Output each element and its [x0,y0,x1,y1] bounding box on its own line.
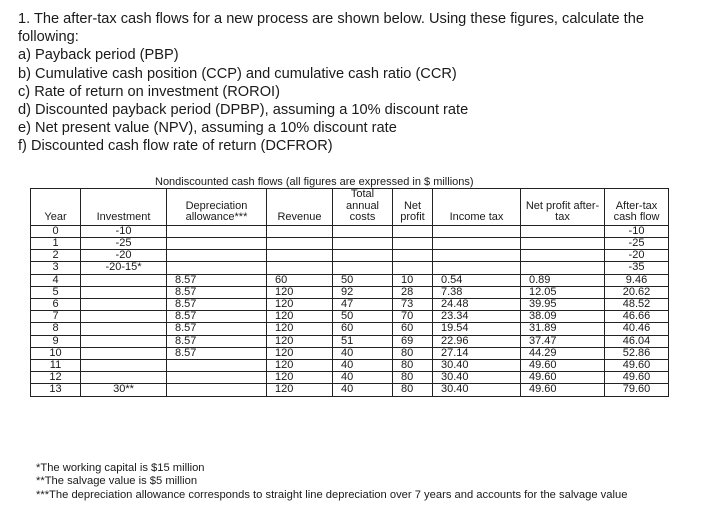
cell-year: 13 [31,384,81,396]
question-part-b: b) Cumulative cash position (CCP) and cumulative cash ratio (CCR) [18,65,457,82]
cell-after-tax-cash-flow: -20 [605,250,669,262]
question-intro: 1. The after-tax cash flows for a new process are shown below. Using these figures, calculate the following: [18,11,644,46]
cell-investment [81,335,167,347]
cell-year: 2 [31,250,81,262]
cell-total-costs: 40 [333,360,393,372]
cell-revenue: 120 [267,372,333,384]
cell-depreciation [167,360,267,372]
table-row [31,335,669,347]
cell-depreciation [167,225,267,237]
cell-investment [81,286,167,298]
cell-after-tax-cash-flow: 49.60 [605,360,669,372]
cell-net-profit [393,225,433,237]
cell-depreciation: 8.57 [167,323,267,335]
cell-total-costs: 40 [333,347,393,359]
table-row [31,299,669,311]
cell-income-tax: 30.40 [433,360,521,372]
cash-flow-table [30,188,669,397]
header-total-costs: Total annual costs [333,189,393,226]
cell-net-profit-after-tax: 44.29 [521,347,605,359]
cell-total-costs [333,237,393,249]
cell-depreciation: 8.57 [167,347,267,359]
cell-investment: -10 [81,225,167,237]
cell-investment [81,323,167,335]
cell-after-tax-cash-flow: 40.46 [605,323,669,335]
cell-net-profit: 80 [393,372,433,384]
cell-depreciation [167,250,267,262]
cell-depreciation [167,384,267,396]
cell-income-tax: 19.54 [433,323,521,335]
cell-revenue: 120 [267,299,333,311]
table-row [31,360,669,372]
cell-revenue: 120 [267,323,333,335]
cell-net-profit: 70 [393,311,433,323]
table-header-row [31,189,669,226]
cell-income-tax [433,262,521,274]
table-row [31,286,669,298]
cell-income-tax: 22.96 [433,335,521,347]
cell-revenue: 120 [267,311,333,323]
header-net-profit-after-tax: Net profit after-tax [521,189,605,226]
cell-net-profit-after-tax: 37.47 [521,335,605,347]
header-net-profit: Net profit [393,189,433,226]
cell-depreciation [167,372,267,384]
cell-net-profit [393,250,433,262]
header-year: Year [31,189,81,226]
header-revenue: Revenue [267,189,333,226]
cell-net-profit [393,262,433,274]
cell-total-costs: 60 [333,323,393,335]
cell-net-profit-after-tax: 49.60 [521,372,605,384]
cell-income-tax [433,237,521,249]
cell-revenue [267,225,333,237]
cell-net-profit-after-tax: 31.89 [521,323,605,335]
question-text [18,10,693,156]
footnotes [36,462,676,502]
cell-net-profit-after-tax [521,225,605,237]
cell-net-profit-after-tax: 0.89 [521,274,605,286]
cell-year: 10 [31,347,81,359]
cell-after-tax-cash-flow: -10 [605,225,669,237]
cell-total-costs [333,250,393,262]
cell-total-costs [333,262,393,274]
table-row [31,311,669,323]
header-investment: Investment [81,189,167,226]
cell-investment [81,347,167,359]
cell-net-profit: 80 [393,384,433,396]
cell-year: 7 [31,311,81,323]
cell-total-costs: 92 [333,286,393,298]
cell-depreciation: 8.57 [167,311,267,323]
cell-investment: -20 [81,250,167,262]
cell-year: 1 [31,237,81,249]
cell-income-tax: 24.48 [433,299,521,311]
cell-net-profit: 80 [393,360,433,372]
cell-net-profit: 73 [393,299,433,311]
cell-net-profit-after-tax [521,250,605,262]
cell-income-tax [433,250,521,262]
cell-revenue: 120 [267,335,333,347]
table-caption: Nondiscounted cash flows (all figures are expressed in $ millions) [155,176,474,188]
cell-year: 12 [31,372,81,384]
cell-total-costs [333,225,393,237]
cell-year: 5 [31,286,81,298]
cell-income-tax: 30.40 [433,372,521,384]
cell-net-profit-after-tax: 39.95 [521,299,605,311]
cell-after-tax-cash-flow: -35 [605,262,669,274]
footnote-working-capital: *The working capital is $15 million [36,462,205,474]
table-row [31,237,669,249]
cell-revenue [267,250,333,262]
table-row [31,262,669,274]
cell-net-profit-after-tax: 49.60 [521,360,605,372]
cell-after-tax-cash-flow: 46.66 [605,311,669,323]
table-row [31,384,669,396]
cell-revenue: 120 [267,347,333,359]
cell-revenue: 120 [267,360,333,372]
cell-year: 3 [31,262,81,274]
cell-net-profit: 69 [393,335,433,347]
cell-total-costs: 40 [333,384,393,396]
question-part-a: a) Payback period (PBP) [18,47,179,64]
cell-after-tax-cash-flow: 20.62 [605,286,669,298]
cell-investment [81,274,167,286]
cell-year: 8 [31,323,81,335]
table-body [31,225,669,396]
header-income-tax: Income tax [433,189,521,226]
cell-net-profit: 60 [393,323,433,335]
cell-investment: -20-15* [81,262,167,274]
cell-after-tax-cash-flow: 49.60 [605,372,669,384]
table-row [31,225,669,237]
cell-depreciation: 8.57 [167,274,267,286]
question-part-f: f) Discounted cash flow rate of return (DCFROR) [18,138,333,155]
cell-investment: 30** [81,384,167,396]
cell-depreciation: 8.57 [167,335,267,347]
cell-revenue: 60 [267,274,333,286]
table-row [31,347,669,359]
footnote-salvage-value: **The salvage value is $5 million [36,475,198,488]
cell-income-tax: 30.40 [433,384,521,396]
cell-revenue: 120 [267,384,333,396]
table-row [31,250,669,262]
cell-net-profit-after-tax [521,237,605,249]
cell-investment: -25 [81,237,167,249]
cell-net-profit: 10 [393,274,433,286]
question-part-e: e) Net present value (NPV), assuming a 10% discount rate [18,120,397,137]
cell-after-tax-cash-flow: 79.60 [605,384,669,396]
table-row [31,372,669,384]
cell-net-profit [393,237,433,249]
cell-net-profit-after-tax: 12.05 [521,286,605,298]
cell-net-profit: 28 [393,286,433,298]
cell-investment [81,372,167,384]
header-depreciation: Depreciation allowance*** [167,189,267,226]
cell-after-tax-cash-flow: -25 [605,237,669,249]
cell-investment [81,299,167,311]
cell-year: 0 [31,225,81,237]
footnote-depreciation: ***The depreciation allowance corresponds to straight line depreciation over 7 years and accounts for the salvage value [36,488,628,501]
cell-depreciation [167,262,267,274]
cell-total-costs: 51 [333,335,393,347]
cell-year: 11 [31,360,81,372]
cell-total-costs: 47 [333,299,393,311]
cell-revenue [267,262,333,274]
question-part-c: c) Rate of return on investment (ROROI) [18,83,280,100]
cell-income-tax [433,225,521,237]
cell-net-profit-after-tax: 38.09 [521,311,605,323]
cell-after-tax-cash-flow: 48.52 [605,299,669,311]
cell-total-costs: 40 [333,372,393,384]
cell-after-tax-cash-flow: 9.46 [605,274,669,286]
cell-income-tax: 27.14 [433,347,521,359]
cell-depreciation: 8.57 [167,286,267,298]
cell-after-tax-cash-flow: 46.04 [605,335,669,347]
cell-depreciation [167,237,267,249]
cell-revenue [267,237,333,249]
cell-income-tax: 23.34 [433,311,521,323]
cell-year: 6 [31,299,81,311]
cell-net-profit-after-tax [521,262,605,274]
cell-investment [81,311,167,323]
cell-net-profit: 80 [393,347,433,359]
cell-depreciation: 8.57 [167,299,267,311]
table-row [31,274,669,286]
cell-year: 4 [31,274,81,286]
cell-income-tax: 7.38 [433,286,521,298]
cell-net-profit-after-tax: 49.60 [521,384,605,396]
cell-total-costs: 50 [333,311,393,323]
cell-year: 9 [31,335,81,347]
cell-investment [81,360,167,372]
question-part-d: d) Discounted payback period (DPBP), assuming a 10% discount rate [18,102,469,119]
cell-total-costs: 50 [333,274,393,286]
cell-after-tax-cash-flow: 52.86 [605,347,669,359]
header-after-tax-cash-flow: After-tax cash flow [605,189,669,226]
table-row [31,323,669,335]
cell-revenue: 120 [267,286,333,298]
cell-income-tax: 0.54 [433,274,521,286]
